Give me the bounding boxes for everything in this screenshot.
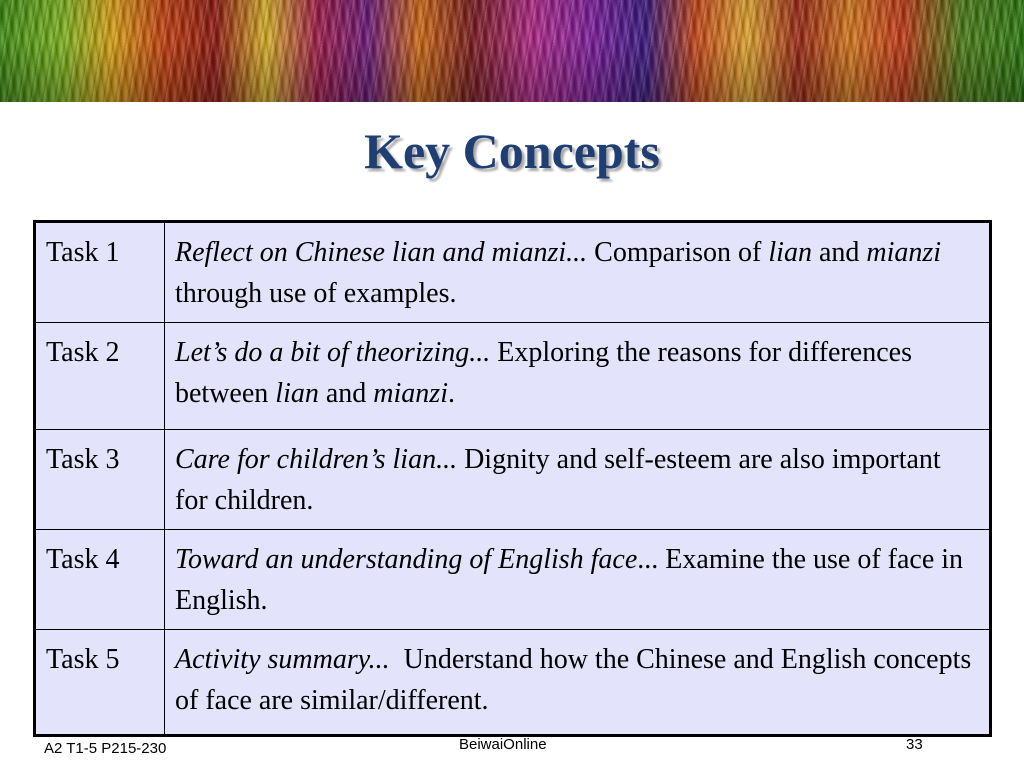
task-text: ... [637, 544, 659, 575]
task-text: Dignity and self-esteem are also important for children. [175, 444, 941, 516]
task-description [165, 430, 991, 530]
task-heading: Reflect on Chinese lian and mianzi... [175, 237, 588, 268]
task-label: Task 4 [35, 530, 165, 630]
task-text: through use of examples. [175, 278, 457, 309]
task-label: Task 5 [35, 630, 165, 736]
task-text: Examine the use of face in English. [175, 544, 964, 616]
task-text: Exploring the reasons for differences between [175, 337, 912, 409]
footer-course-reference: A2 T1-5 P215-230 [44, 740, 167, 757]
slide-title: Key Concepts [364, 123, 660, 179]
task-text: and [318, 378, 374, 409]
term-lian: lian [768, 237, 812, 268]
task-label: Task 3 [35, 430, 165, 530]
task-heading: Activity summary... [175, 644, 390, 675]
table-row [35, 323, 991, 430]
task-label: Task 2 [35, 323, 165, 430]
term-mianzi: mianzi [373, 378, 448, 409]
term-lian: lian [275, 378, 319, 409]
task-text: and [811, 237, 867, 268]
task-text: Understand how the Chinese and English concepts of face are similar/different. [175, 644, 979, 716]
header-banner-shade [0, 0, 1024, 102]
task-heading: Care for children’s lian... [175, 444, 458, 475]
task-description [165, 530, 991, 630]
task-heading: Toward an understanding of English face [175, 544, 638, 575]
key-concepts-table [33, 220, 992, 737]
task-label: Task 1 [35, 222, 165, 323]
task-description [165, 630, 991, 736]
table-row [35, 530, 991, 630]
footer-brand: BeiwaiOnline [459, 736, 547, 753]
table-row [35, 430, 991, 530]
table-row [35, 222, 991, 323]
slide-number: 33 [906, 736, 923, 753]
task-heading: Let’s do a bit of theorizing... [175, 337, 491, 368]
table-row [35, 630, 991, 736]
task-description [165, 222, 991, 323]
term-mianzi: mianzi [866, 237, 942, 268]
task-text: Comparison of [587, 237, 769, 268]
task-description [165, 323, 991, 430]
task-text: . [447, 378, 455, 409]
